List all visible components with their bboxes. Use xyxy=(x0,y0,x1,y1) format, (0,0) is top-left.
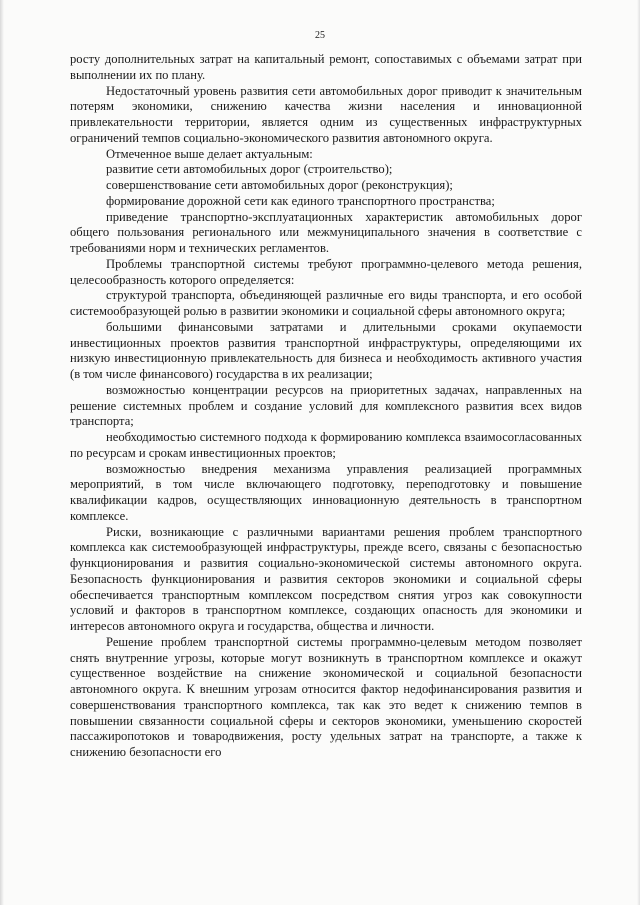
list-item: возможностью концентрации ресурсов на приоритетных задачах, направленных на решение системных проблем и создание условий для комплексного развития всех видов транспорта; xyxy=(70,382,582,429)
list-item: приведение транспортно-эксплуатационных характеристик автомобильных дорог общего пользования регионального или межмуниципального значения в соответствие с требованиями норм и технических регламентов. xyxy=(70,209,582,255)
paragraph: Риски, возникающие с различными вариантами решения проблем транспортного комплекса как системообразующей инфраструктуры, прежде всего, связаны с безопасностью функционирования и развития социально-экономической системы автономного округа. Безопасность функционирования и развития секторов экономики и социальной сферы обеспечивается транспортным комплексом посредством снятия угроз как совокупности условий и факторов в транспортном комплексе, создающих опасность для экономики и интересов автономного округа и государства, общества и личности. xyxy=(70,524,582,633)
list-item: большими финансовыми затратами и длительными сроками окупаемости инвестиционных проектов развития транспортной инфраструктуры, определяющими их низкую инвестиционную привлекательность для бизнеса и необходимость активного участия (в том числе финансового) государства в их реализации; xyxy=(70,319,582,381)
list-item: формирование дорожной сети как единого транспортного пространства; xyxy=(106,193,495,208)
paragraph: Решение проблем транспортной системы программно-целевым методом позволяет снять внутренние угрозы, которые могут возникнуть в транспортном комплексе и окажут существенное воздействие на снижение экономической и социальной безопасности автономного округа. К внешним угрозам относится фактор недофинансирования развития и совершенствования транспортного комплекса, так как это ведет к снижению темпов в повышении связанности социальной сферы и секторов экономики, уменьшению скоростей пассажиропотоков и товародвижения, росту удельных затрат на транспорте, а также к снижению безопасности его xyxy=(70,634,582,759)
paragraph: Недостаточный уровень развития сети автомобильных дорог приводит к значительным потерям экономики, снижению качества жизни населения и инновационной привлекательности территории, является одним из существенных инфраструктурных ограничений темпов социально-экономического развития автономного округа. xyxy=(70,83,582,145)
page-number: 25 xyxy=(315,30,325,41)
list-item: необходимостью системного подхода к формированию комплекса взаимосогласованных по ресурсам и срокам инвестиционных проектов; xyxy=(70,430,582,460)
paragraph: Отмеченное выше делает актуальным: xyxy=(106,146,313,161)
list-item: структурой транспорта, объединяющей различные его виды транспорта, и его особой системообразующей ролью в развитии экономики и социальной сферы автономного округа; xyxy=(70,288,582,318)
paragraph: росту дополнительных затрат на капитальный ремонт, сопоставимых с объемами затрат при выполнении их по плану. xyxy=(70,52,582,82)
list-item: совершенствование сети автомобильных дорог (реконструкция); xyxy=(106,178,453,192)
list-item: развитие сети автомобильных дорог (строительство); xyxy=(106,162,393,177)
paragraph: Проблемы транспортной системы требуют программно-целевого метода решения, целесообразность которого определяется: xyxy=(70,256,582,287)
document-body xyxy=(70,52,582,761)
list-item: возможностью внедрения механизма управления реализацией программных мероприятий, в том числе включающего подготовку, переподготовку и повышение квалификации кадров, осуществляющих инновационную деятельность в транспортном комплексе. xyxy=(70,461,582,523)
scan-left-edge xyxy=(0,0,4,905)
